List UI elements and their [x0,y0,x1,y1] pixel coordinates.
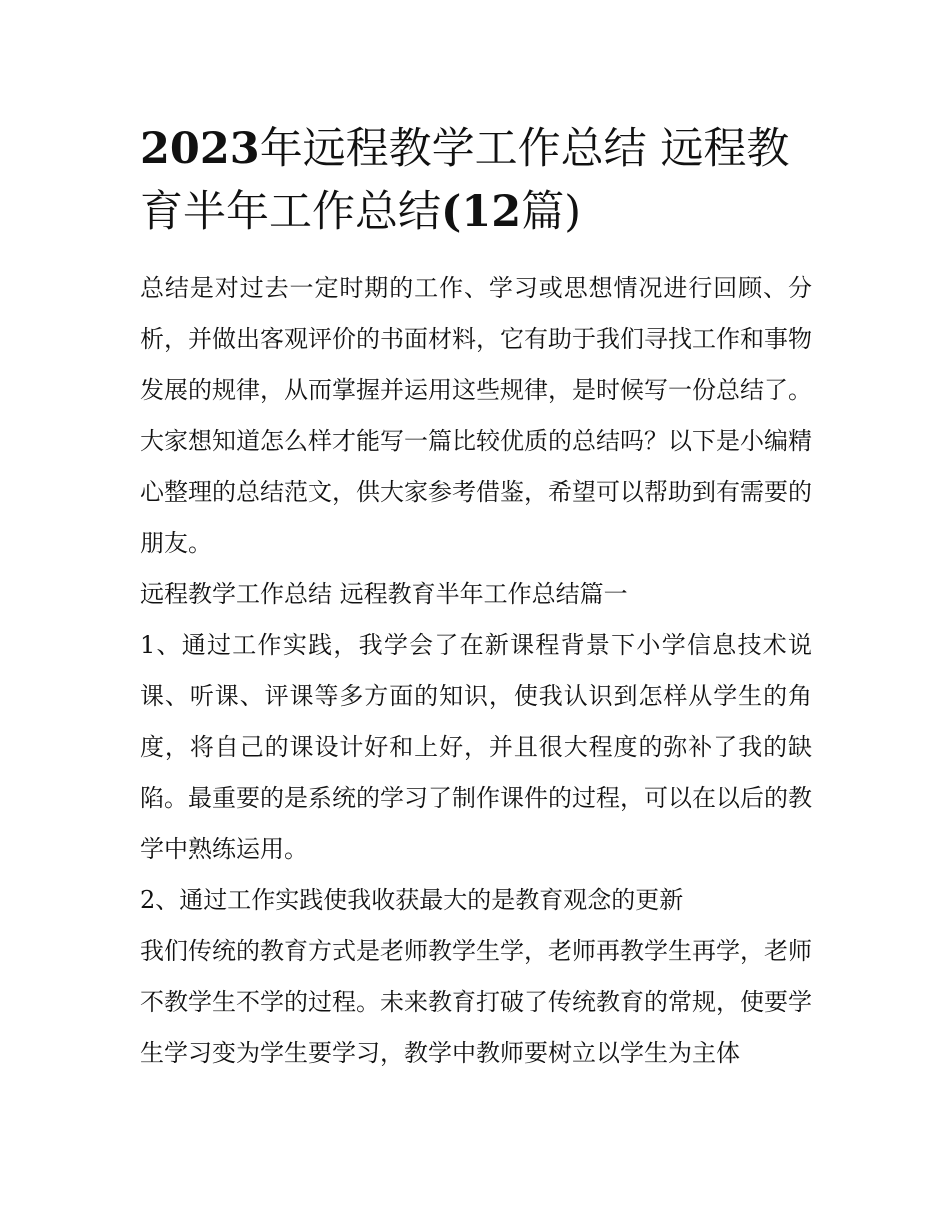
title-count: 12 [461,187,522,237]
document-page [140,118,812,1079]
title-suffix: 篇) [521,187,581,237]
body-paragraph: 我们传统的教育方式是老师教学生学，老师再教学生再学，老师不教学生不学的过程。未来教育打破了传统教育的常规，使要学生学习变为学生要学习，教学中教师要树立以学生为主体 [140,937,812,1067]
document-body [140,263,812,1079]
body-paragraph: 1、通过工作实践，我学会了在新课程背景下小学信息技术说课、听课、评课等多方面的知识，使我认识到怎样从学生的角度，将自己的课设计好和上好，并且很大程度的弥补了我的缺陷。最重要的是系统的学习了制作课件的过程，可以在以后的教学中熟练运用。 [140,631,812,863]
intro-paragraph: 总结是对过去一定时期的工作、学习或思想情况进行回顾、分析，并做出客观评价的书面材料，它有助于我们寻找工作和事物发展的规律，从而掌握并运用这些规律，是时候写一份总结了。大家想知道怎么样才能写一篇比较优质的总结吗？以下是小编精心整理的总结范文，供大家参考借鉴，希望可以帮助到有需要的朋友。 [140,274,812,557]
section-heading: 远程教学工作总结 远程教育半年工作总结篇一 [140,580,628,608]
body-paragraph: 2、通过工作实践使我收获最大的是教育观念的更新 [140,886,684,914]
title-paren-open: ( [441,187,462,237]
title-year: 2023 [140,124,260,174]
document-title [140,118,812,244]
title-text: 年远程教学工作总结 远程教育半年工作总结 [140,124,790,237]
